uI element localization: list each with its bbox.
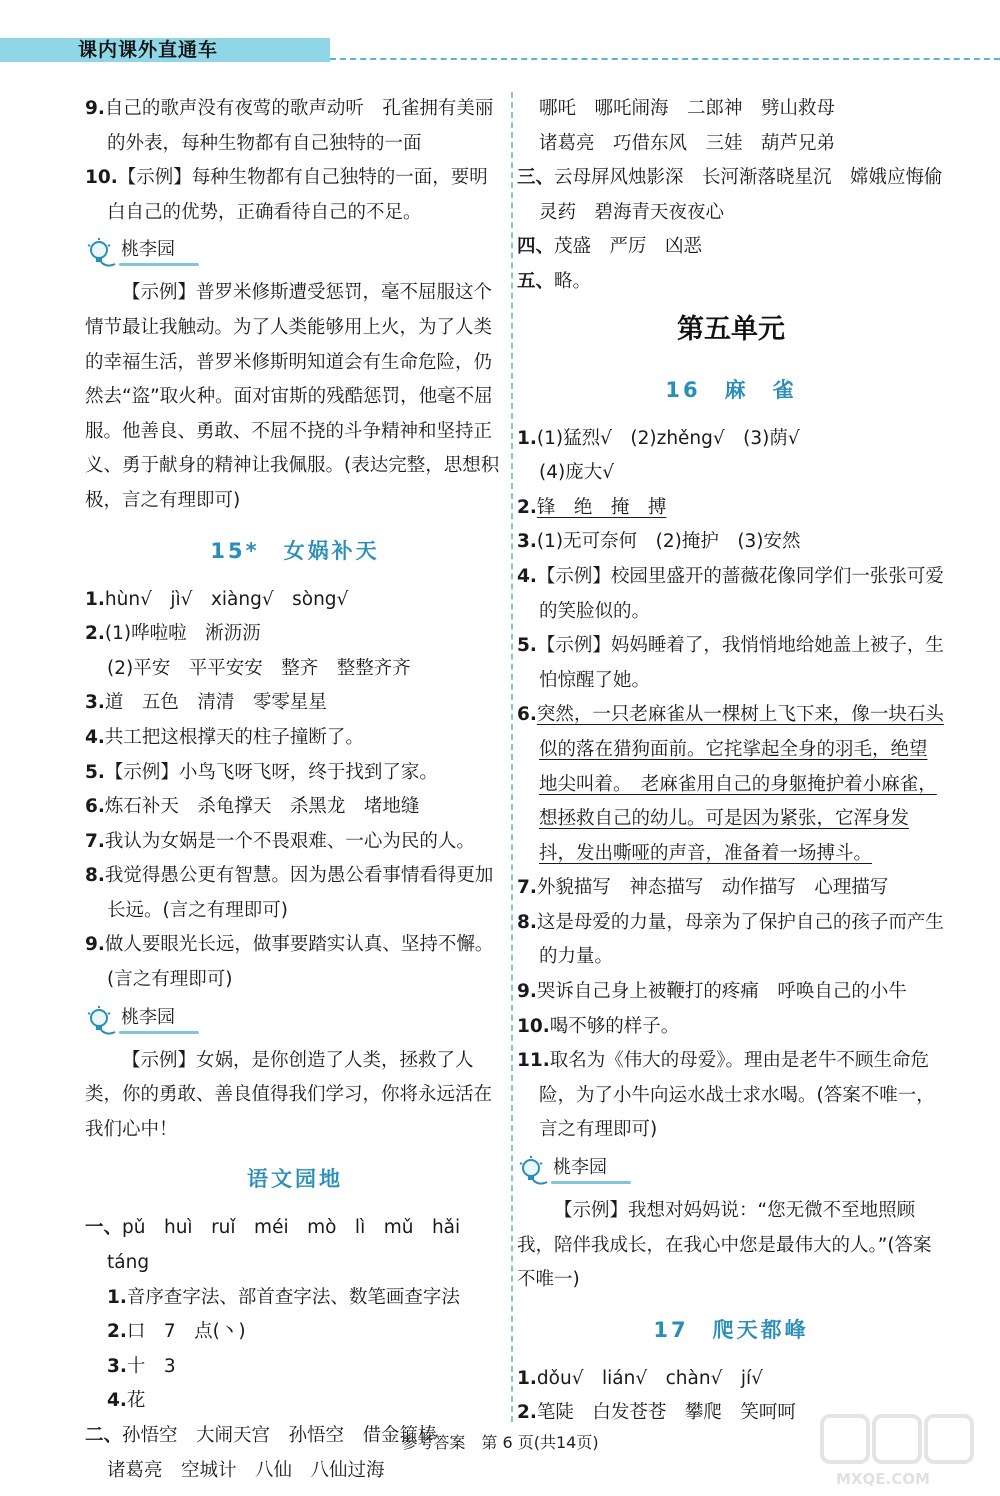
item-text: 【示例】每种生物都有自己独特的一面，要明白自己的优势，正确看待自己的不足。: [107, 167, 488, 223]
item-text: 口 7 点(丶): [126, 1321, 246, 1343]
item-number: 9.: [85, 934, 105, 956]
section-15-list: [85, 583, 505, 998]
answer-item: [517, 1010, 945, 1045]
section-title-yuwen: 语文园地: [247, 1167, 343, 1192]
item-text: dǒu√ lián√ chàn√ jí√: [536, 1367, 763, 1389]
item-text: 【示例】校园里盛开的蔷薇花像同学们一张张可爱的笑脸似的。: [536, 565, 944, 622]
item-text: 取名为《伟大的母爱》。理由是老牛不顾生命危险，为了小牛向运水战士求水喝。(答案不唯一，言之有理即可): [539, 1050, 935, 1141]
item-text: 花: [126, 1390, 146, 1412]
item-number: 6.: [517, 704, 537, 726]
item-text: 【示例】小鸟飞呀飞呀，终于找到了家。: [104, 761, 438, 783]
left-column: [85, 92, 505, 1488]
answer-item: [85, 92, 505, 161]
section-title-16: 16 麻 雀: [665, 377, 797, 402]
answer-item: [517, 92, 945, 127]
answer-item: [85, 756, 505, 791]
garden-label: 桃李园: [121, 239, 175, 261]
section-16-list: [517, 422, 945, 1148]
item-text: 突然，一只老麻雀从一棵树上飞下来，像一块石头似的落在猎狗面前。它挓挲起全身的羽毛，绝望地尖叫着。 老麻雀用自己的身躯掩护着小麻雀，想拯救自己的幼儿。可是因为紧张，它浑身发抖，发出嘶哑的声音，准备着一场搏斗。: [536, 704, 944, 864]
answer-item: [85, 928, 505, 997]
answer-item: [517, 525, 945, 560]
answer-item: [517, 975, 945, 1010]
item-text: (1)无可奈何 (2)掩护 (3)安然: [536, 531, 801, 553]
item-number: 3.: [517, 531, 537, 553]
answer-item: [85, 1454, 505, 1489]
item-number: 9.: [517, 981, 537, 1003]
page-footer: 参考答案 第 6 页(共14页): [401, 1433, 599, 1452]
item-text: hùn√ jì√ xiàng√ sòng√: [104, 588, 349, 610]
garden-underline: [551, 1181, 631, 1184]
item-number: 1.: [517, 427, 537, 449]
item-text: 哪吒 哪吒闹海 二郎神 劈山救母: [539, 98, 836, 119]
item-text: 喝不够的样子。: [549, 1015, 680, 1037]
answer-item: [517, 1362, 945, 1397]
item-text: (2)平安 平平安安 整齐 整整齐齐: [107, 657, 411, 679]
item-number: 10.: [85, 167, 118, 189]
item-text: 【示例】妈妈睡着了，我悄悄地给她盖上被子，生怕惊醒了她。: [536, 635, 944, 691]
item-text: (4)庞大√: [539, 462, 614, 484]
item-text: (1)猛烈√ (2)zhěng√ (3)荫√: [536, 427, 800, 449]
answer-item: [517, 422, 945, 457]
item-number: 三、: [517, 167, 555, 189]
lightbulb-icon: [85, 1004, 119, 1038]
item-text: 十 3: [126, 1355, 176, 1377]
item-number: 7.: [517, 877, 537, 899]
item-text: 略。: [554, 270, 592, 292]
answer-item: [85, 1350, 505, 1385]
item-number: 8.: [517, 911, 537, 933]
answer-item: [85, 859, 505, 928]
item-number: 4.: [517, 565, 537, 587]
watermark-logo: [816, 1410, 986, 1490]
item-text: 笔陡 白发苍苍 攀爬 笑呵呵: [536, 1402, 796, 1424]
item-number: 8.: [85, 865, 105, 887]
column-divider: [511, 92, 513, 1422]
garden-label: 桃李园: [121, 1006, 175, 1028]
unit-title: 第五单元: [677, 313, 785, 345]
item-number: 四、: [517, 236, 555, 258]
garden-header-1: [85, 232, 505, 274]
answer-item: [85, 652, 505, 687]
item-text: 茂盛 严厉 凶恶: [554, 236, 703, 258]
item-number: 1.: [85, 588, 105, 610]
answer-item: [85, 790, 505, 825]
answer-item: [517, 230, 945, 265]
item-number: 2.: [517, 496, 537, 518]
lightbulb-icon: [517, 1154, 551, 1188]
item-number: 5.: [85, 761, 105, 783]
item-text: 云母屏风烛影深 长河渐落晓星沉 嫦娥应悔偷灵药 碧海青天夜夜心: [539, 167, 943, 223]
item-text: 自己的歌声没有夜莺的歌声动听 孔雀拥有美丽的外表，每种生物都有自己独特的一面: [104, 98, 494, 154]
item-number: 11.: [517, 1050, 550, 1072]
answer-item: [517, 906, 945, 975]
answer-item: [517, 1044, 945, 1148]
item-number: 3.: [85, 692, 105, 714]
item-text: pǔ huì ruǐ méi mò lì mǔ hǎi táng: [107, 1217, 479, 1274]
right-top-list: [517, 92, 945, 300]
watermark-text: MXQE.COM: [836, 1470, 930, 1488]
item-text: 锋 绝 掩 搏: [536, 496, 667, 518]
garden-label: 桃李园: [553, 1157, 607, 1179]
garden-paragraph: 【示例】普罗米修斯遭受惩罚，毫不屈服这个情节最让我触动。为了人类能够用上火，为了人类的幸福生活，普罗米修斯明知道会有生命危险，仍然去“盗”取火种。面对宙斯的残酷惩罚，他毫不屈服。他善良、勇敢、不屈不挠的斗争精神和坚持正义、勇于献身的精神让我佩服。(表达完整，思想积极，言之有理即可): [85, 282, 500, 511]
item-text: 哭诉自己身上被鞭打的疼痛 呼唤自己的小牛: [536, 981, 907, 1003]
item-number: 10.: [517, 1015, 550, 1037]
answer-item: [517, 698, 945, 871]
item-number: 2.: [517, 1402, 537, 1424]
lightbulb-icon: [85, 236, 119, 270]
answer-item: [517, 560, 945, 629]
item-number: 1.: [107, 1286, 127, 1308]
garden-paragraph: 【示例】女娲，是你创造了人类，拯救了人类，你的勇敢、善良值得我们学习，你将永远活在我们心中！: [85, 1049, 493, 1140]
garden-header-3: [517, 1150, 945, 1192]
item-text: 诸葛亮 巧借东风 三娃 葫芦兄弟: [539, 132, 836, 154]
garden-underline: [119, 1031, 199, 1034]
item-number: 9.: [85, 98, 105, 119]
item-number: 2.: [85, 623, 105, 645]
item-text: 我认为女娲是一个不畏艰难、一心为民的人。: [104, 830, 475, 852]
item-text: 孙悟空 大闹天宫 孙悟空 借金箍棒: [122, 1425, 437, 1446]
item-text: 炼石补天 杀龟撑天 杀黑龙 堵地缝: [104, 796, 420, 818]
answer-item: [517, 871, 945, 906]
item-number: 4.: [107, 1390, 127, 1412]
item-text: 我觉得愚公更有智慧。因为愚公看事情看得更加长远。(言之有理即可): [104, 865, 494, 921]
item-text: 外貌描写 神态描写 动作描写 心理描写: [536, 877, 889, 899]
answer-item: [517, 161, 945, 230]
right-column: [517, 92, 945, 1431]
answer-item: [517, 127, 945, 162]
answer-item: [85, 161, 505, 230]
item-number: 5.: [517, 635, 537, 657]
item-text: (1)哗啦啦 淅沥沥: [104, 623, 261, 645]
item-text: 这是母爱的力量，母亲为了保护自己的孩子而产生的力量。: [536, 911, 944, 968]
item-number: 1.: [517, 1367, 537, 1389]
item-text: 诸葛亮 空城计 八仙 八仙过海: [107, 1459, 385, 1481]
item-number: 2.: [107, 1321, 127, 1343]
answer-item: [85, 617, 505, 652]
garden-header-2: [85, 1000, 505, 1042]
garden-underline: [119, 263, 199, 266]
item-number: 4.: [85, 726, 105, 748]
answer-item: [517, 491, 945, 526]
item-text: 共工把这根撑天的柱子撞断了。: [104, 726, 364, 748]
answer-item: [85, 1281, 505, 1316]
answer-item: [85, 686, 505, 721]
answer-item: [517, 456, 945, 491]
item-text: 音序查字法、部首查字法、数笔画查字法: [126, 1286, 460, 1308]
header-title: 课内课外直通车: [78, 39, 219, 61]
item-number: 一、: [85, 1217, 123, 1239]
answer-item: [85, 825, 505, 860]
answer-item: [85, 1211, 505, 1280]
left-top-list: [85, 92, 505, 230]
header-divider: [330, 58, 1000, 60]
item-text: 道 五色 清清 零零星星: [104, 692, 327, 714]
answer-item: [517, 629, 945, 698]
answer-item: [85, 1315, 505, 1350]
item-number: 7.: [85, 830, 105, 852]
item-number: 3.: [107, 1355, 127, 1377]
item-number: 二、: [85, 1425, 123, 1446]
section-title-15: 15* 女娲补天: [210, 538, 380, 563]
section-title-17: 17 爬天都峰: [653, 1317, 809, 1342]
garden-paragraph: 【示例】我想对妈妈说：“您无微不至地照顾我，陪伴我成长，在我心中您是最伟大的人。”(答案不唯一): [517, 1200, 932, 1291]
item-number: 6.: [85, 796, 105, 818]
item-text: 做人要眼光长远，做事要踏实认真、坚持不懈。(言之有理即可): [104, 934, 494, 991]
answer-item: [85, 1384, 505, 1419]
answer-item: [517, 265, 945, 300]
answer-item: [85, 583, 505, 618]
item-number: 五、: [517, 270, 555, 292]
answer-item: [85, 721, 505, 756]
